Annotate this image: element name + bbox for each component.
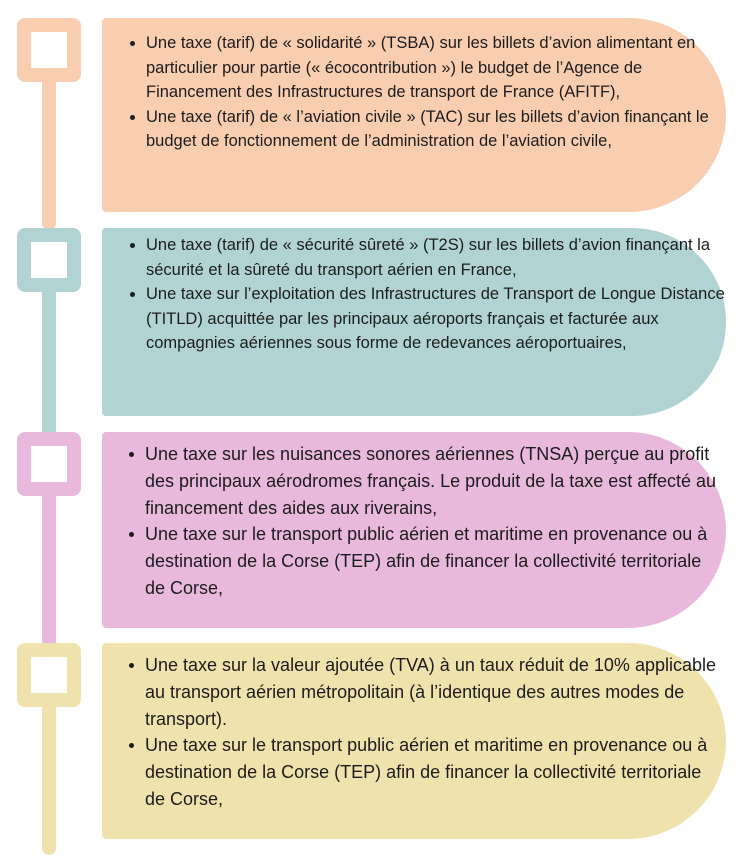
- timeline-stem-4: [42, 683, 56, 855]
- list-item: Une taxe sur l’exploitation des Infrastructures de Transport de Longue Distance (TITLD) acquittée par les principaux aéroports français et facturée aux compagnies aériennes sous forme de redevances aéroportuaires,: [146, 282, 726, 356]
- timeline-node-3: [17, 432, 81, 496]
- list-item: Une taxe sur le transport public aérien et maritime en provenance ou à destination de la Corse (TEP) afin de financer la collectivité territoriale de Corse,: [145, 521, 726, 601]
- timeline-stem-3: [42, 472, 56, 657]
- tax-list-2: [102, 233, 726, 356]
- list-item: Une taxe (tarif) de « l’aviation civile » (TAC) sur les billets d’avion finançant le budget de fonctionnement de l’administration de l’aviation civile,: [146, 105, 726, 154]
- list-item: Une taxe sur la valeur ajoutée (TVA) à un taux réduit de 10% applicable au transport aérien métropolitain (à l’identique des autres modes de transport).: [145, 652, 726, 732]
- tax-card-2: [102, 228, 726, 416]
- timeline-stem-1: [42, 60, 56, 230]
- tax-list-4: [102, 652, 726, 813]
- timeline-node-1: [17, 18, 81, 82]
- timeline-node-4: [17, 643, 81, 707]
- list-item: Une taxe sur les nuisances sonores aériennes (TNSA) perçue au profit des principaux aérodromes français. Le produit de la taxe est affecté au financement des aides aux riverains,: [145, 441, 726, 521]
- tax-card-4: [102, 643, 726, 839]
- tax-card-1: [102, 18, 726, 212]
- timeline-node-2: [17, 228, 81, 292]
- list-item: Une taxe (tarif) de « solidarité » (TSBA) sur les billets d’avion alimentant en particulier pour partie (« écocontribution ») le budget de l’Agence de Financement des Infrastructures de transport de France (AFITF),: [146, 31, 726, 105]
- tax-card-3: [102, 432, 726, 628]
- list-item: Une taxe (tarif) de « sécurité sûreté » (T2S) sur les billets d’avion finançant la sécurité et la sûreté du transport aérien en France,: [146, 233, 726, 282]
- list-item: Une taxe sur le transport public aérien et maritime en provenance ou à destination de la Corse (TEP) afin de financer la collectivité territoriale de Corse,: [145, 732, 726, 812]
- tax-list-3: [102, 441, 726, 602]
- timeline-stem-2: [42, 268, 56, 443]
- tax-list-1: [102, 31, 726, 154]
